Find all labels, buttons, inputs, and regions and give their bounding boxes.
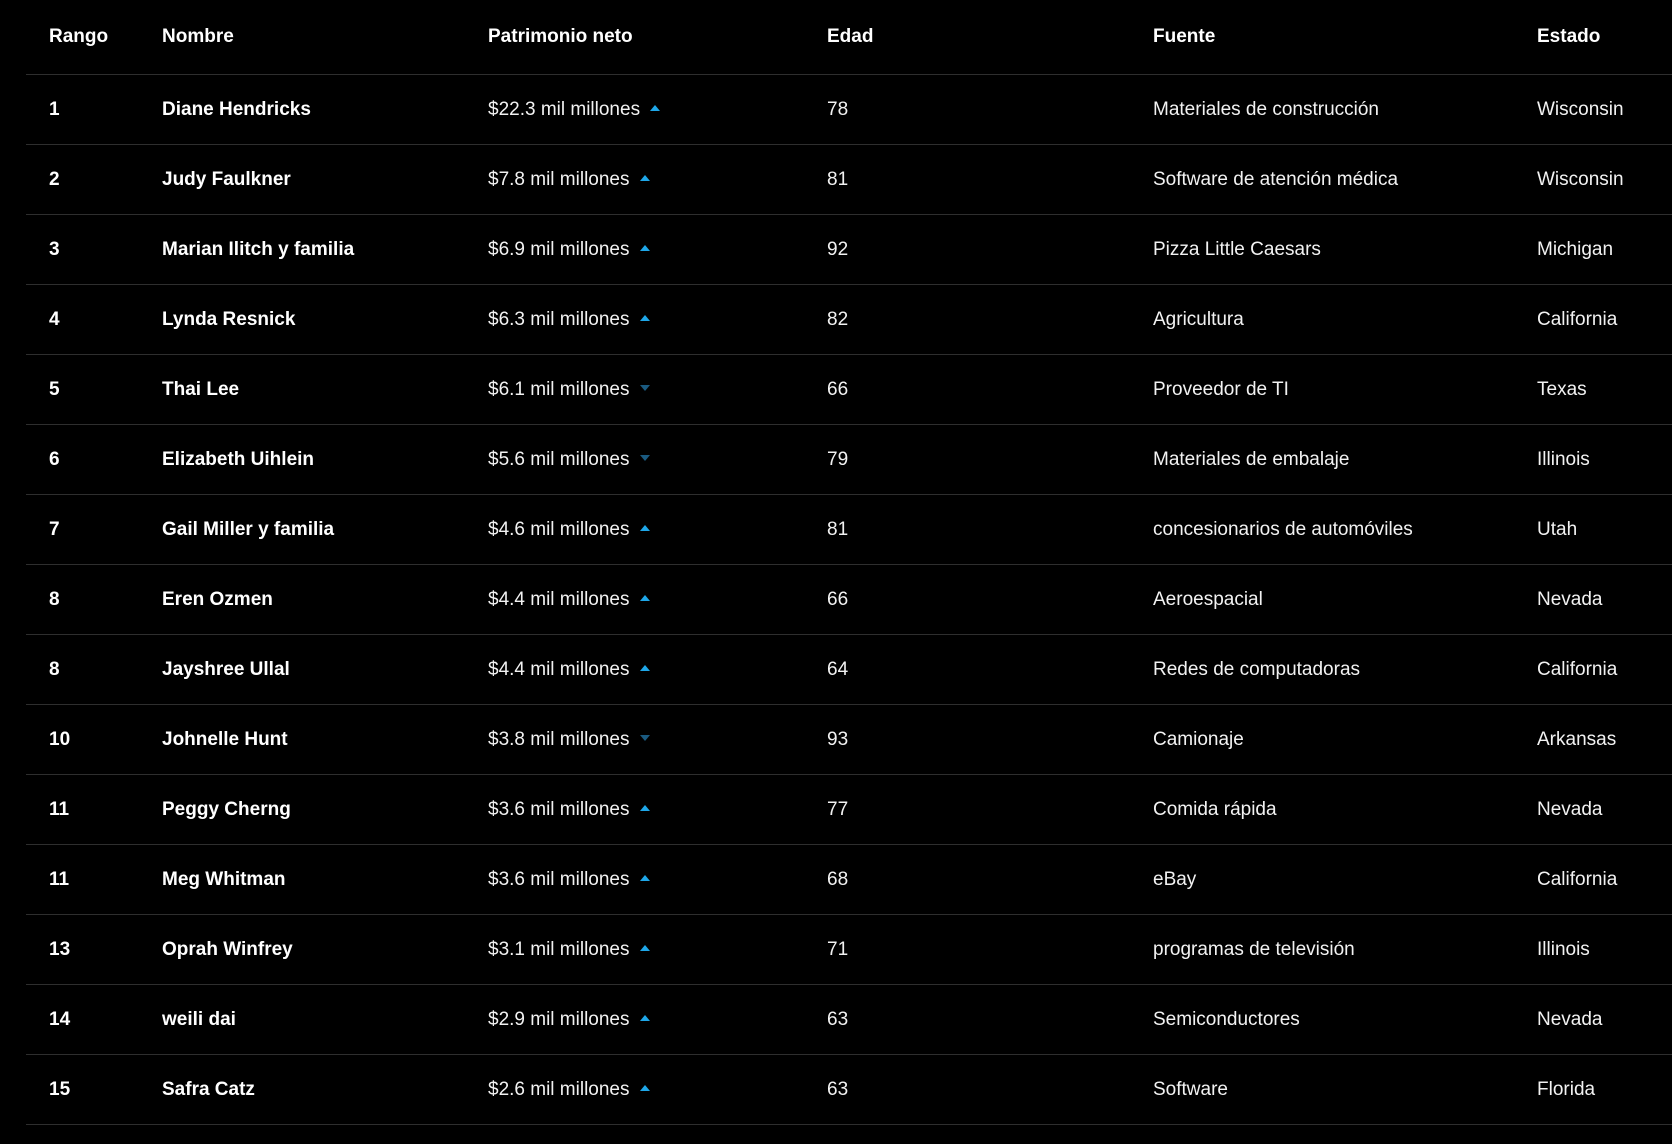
- age-value: 82: [827, 308, 849, 330]
- age-value: 63: [827, 1008, 849, 1030]
- source-value: Materiales de construcción: [1153, 98, 1379, 120]
- net-worth-value: $3.8 mil millones: [488, 728, 630, 750]
- trend-up-icon: [640, 665, 650, 671]
- trend-down-icon: [640, 735, 650, 741]
- source-value: Semiconductores: [1153, 1008, 1300, 1030]
- rank-value-cell: [49, 1055, 70, 1124]
- rank-value-cell: [49, 495, 60, 564]
- state-value-cell: [1537, 145, 1624, 214]
- person-name[interactable]: Diane Hendricks: [162, 98, 311, 120]
- source-value: Pizza Little Caesars: [1153, 238, 1321, 260]
- net-worth-value-cell: [488, 1055, 650, 1124]
- age-value-cell: [827, 565, 848, 634]
- header-source[interactable]: Fuente: [1153, 26, 1216, 47]
- rank-value: 13: [49, 938, 71, 960]
- person-name-cell: [162, 215, 354, 284]
- table-row[interactable]: [26, 215, 1672, 285]
- state-value: Illinois: [1537, 938, 1590, 960]
- source-value: Proveedor de TI: [1153, 378, 1289, 400]
- ranking-table: [26, 0, 1672, 1125]
- table-row[interactable]: [26, 775, 1672, 845]
- net-worth-value-cell: [488, 635, 650, 704]
- person-name[interactable]: Safra Catz: [162, 1078, 255, 1100]
- age-value-cell: [827, 985, 848, 1054]
- state-value: California: [1537, 658, 1618, 680]
- state-value: Illinois: [1537, 448, 1590, 470]
- table-row[interactable]: [26, 75, 1672, 145]
- trend-up-icon: [640, 595, 650, 601]
- person-name-cell: [162, 705, 288, 774]
- state-value-cell: [1537, 705, 1616, 774]
- rank-value: 15: [49, 1078, 71, 1100]
- rank-value-cell: [49, 75, 60, 144]
- source-value-cell: [1153, 705, 1244, 774]
- person-name[interactable]: Thai Lee: [162, 378, 240, 400]
- net-worth-value-cell: [488, 425, 650, 494]
- person-name[interactable]: Gail Miller y familia: [162, 518, 335, 540]
- net-worth-value-cell: [488, 565, 650, 634]
- rank-value-cell: [49, 915, 70, 984]
- net-worth-value: $3.6 mil millones: [488, 798, 630, 820]
- person-name-cell: [162, 145, 291, 214]
- source-value-cell: [1153, 775, 1277, 844]
- table-row[interactable]: [26, 915, 1672, 985]
- source-value: Software de atención médica: [1153, 168, 1399, 190]
- table-row[interactable]: [26, 705, 1672, 775]
- age-value: 68: [827, 868, 849, 890]
- person-name-cell: [162, 565, 273, 634]
- net-worth-value-cell: [488, 495, 650, 564]
- age-value: 81: [827, 168, 849, 190]
- source-value-cell: [1153, 425, 1349, 494]
- table-header: [26, 0, 1672, 75]
- age-value: 79: [827, 448, 849, 470]
- trend-up-icon: [640, 175, 650, 181]
- net-worth-value-cell: [488, 285, 650, 354]
- rank-value: 11: [49, 798, 70, 820]
- table-row[interactable]: [26, 845, 1672, 915]
- age-value: 71: [827, 938, 849, 960]
- age-value-cell: [827, 355, 848, 424]
- source-value: Comida rápida: [1153, 798, 1277, 820]
- person-name-cell: [162, 495, 334, 564]
- source-value: programas de televisión: [1153, 938, 1355, 960]
- age-value-cell: [827, 845, 848, 914]
- trend-up-icon: [640, 875, 650, 881]
- rank-value: 7: [49, 518, 60, 540]
- table-row[interactable]: [26, 495, 1672, 565]
- state-value: Wisconsin: [1537, 168, 1624, 190]
- source-value: Agricultura: [1153, 308, 1244, 330]
- net-worth-value: $6.1 mil millones: [488, 378, 630, 400]
- rank-value-cell: [49, 425, 60, 494]
- age-value: 78: [827, 98, 849, 120]
- header-net-worth[interactable]: Patrimonio neto: [488, 26, 633, 47]
- person-name-cell: [162, 775, 291, 844]
- rank-value-cell: [49, 775, 69, 844]
- source-value-cell: [1153, 565, 1263, 634]
- person-name[interactable]: Marian Ilitch y familia: [162, 238, 355, 260]
- age-value: 81: [827, 518, 849, 540]
- header-name[interactable]: Nombre: [162, 26, 234, 47]
- net-worth-value: $3.6 mil millones: [488, 868, 630, 890]
- trend-up-icon: [640, 525, 650, 531]
- person-name-cell: [162, 285, 295, 354]
- rank-value: 8: [49, 588, 60, 610]
- person-name[interactable]: Peggy Cherng: [162, 798, 291, 820]
- source-value-cell: [1153, 355, 1289, 424]
- net-worth-value-cell: [488, 915, 650, 984]
- source-value-cell: [1153, 845, 1196, 914]
- table-row[interactable]: [26, 145, 1672, 215]
- net-worth-value: $6.9 mil millones: [488, 238, 630, 260]
- person-name[interactable]: Oprah Winfrey: [162, 938, 293, 960]
- rank-value: 5: [49, 378, 60, 400]
- net-worth-value: $4.4 mil millones: [488, 658, 630, 680]
- person-name[interactable]: weili dai: [162, 1008, 236, 1030]
- net-worth-value: $5.6 mil millones: [488, 448, 630, 470]
- net-worth-value: $4.6 mil millones: [488, 518, 630, 540]
- trend-down-icon: [640, 455, 650, 461]
- table-row[interactable]: [26, 635, 1672, 705]
- person-name[interactable]: Lynda Resnick: [162, 308, 296, 330]
- source-value-cell: [1153, 145, 1398, 214]
- age-value-cell: [827, 425, 848, 494]
- header-state[interactable]: Estado: [1537, 26, 1601, 47]
- age-value-cell: [827, 635, 848, 704]
- person-name-cell: [162, 1055, 255, 1124]
- net-worth-value-cell: [488, 75, 660, 144]
- age-value-cell: [827, 1055, 848, 1124]
- trend-up-icon: [640, 315, 650, 321]
- header-age[interactable]: Edad: [827, 26, 874, 47]
- table-row[interactable]: [26, 285, 1672, 355]
- table-row[interactable]: [26, 565, 1672, 635]
- state-value: Arkansas: [1537, 728, 1617, 750]
- age-value: 66: [827, 378, 849, 400]
- source-value: eBay: [1153, 868, 1197, 890]
- state-value-cell: [1537, 985, 1603, 1054]
- rank-value: 1: [49, 98, 60, 120]
- source-value-cell: [1153, 75, 1379, 144]
- person-name-cell: [162, 985, 236, 1054]
- trend-up-icon: [640, 805, 650, 811]
- age-value-cell: [827, 705, 848, 774]
- age-value: 64: [827, 658, 849, 680]
- state-value-cell: [1537, 915, 1590, 984]
- person-name[interactable]: Eren Ozmen: [162, 588, 273, 610]
- net-worth-value: $3.1 mil millones: [488, 938, 630, 960]
- rank-value: 8: [49, 658, 60, 680]
- rank-value-cell: [49, 705, 70, 774]
- source-value: Camionaje: [1153, 728, 1244, 750]
- person-name-cell: [162, 915, 293, 984]
- rank-value-cell: [49, 635, 60, 704]
- trend-up-icon: [640, 945, 650, 951]
- state-value-cell: [1537, 635, 1617, 704]
- person-name[interactable]: Judy Faulkner: [162, 168, 291, 190]
- state-value: Texas: [1537, 378, 1587, 400]
- rank-value: 11: [49, 868, 70, 890]
- age-value-cell: [827, 215, 848, 284]
- age-value-cell: [827, 145, 848, 214]
- trend-up-icon: [640, 1015, 650, 1021]
- source-value-cell: [1153, 1055, 1228, 1124]
- state-value-cell: [1537, 495, 1577, 564]
- source-value: concesionarios de automóviles: [1153, 518, 1413, 540]
- person-name[interactable]: Johnelle Hunt: [162, 728, 288, 750]
- age-value-cell: [827, 495, 848, 564]
- state-value-cell: [1537, 775, 1603, 844]
- person-name-cell: [162, 845, 286, 914]
- state-value: Florida: [1537, 1078, 1596, 1100]
- state-value-cell: [1537, 565, 1603, 634]
- state-value: California: [1537, 868, 1618, 890]
- rank-value: 2: [49, 168, 60, 190]
- rank-value: 4: [49, 308, 60, 330]
- source-value: Software: [1153, 1078, 1228, 1100]
- state-value-cell: [1537, 215, 1613, 284]
- source-value-cell: [1153, 495, 1413, 564]
- person-name-cell: [162, 635, 290, 704]
- rank-value-cell: [49, 145, 60, 214]
- rank-value-cell: [49, 215, 60, 284]
- net-worth-value-cell: [488, 215, 650, 284]
- net-worth-value: $6.3 mil millones: [488, 308, 630, 330]
- person-name-cell: [162, 425, 314, 494]
- net-worth-value: $22.3 mil millones: [488, 98, 641, 120]
- state-value: Nevada: [1537, 1008, 1603, 1030]
- age-value-cell: [827, 285, 848, 354]
- age-value: 77: [827, 798, 849, 820]
- rank-value-cell: [49, 565, 60, 634]
- person-name[interactable]: Meg Whitman: [162, 868, 286, 890]
- table-row[interactable]: [26, 355, 1672, 425]
- age-value: 66: [827, 588, 849, 610]
- rank-value-cell: [49, 285, 60, 354]
- rank-value: 14: [49, 1008, 71, 1030]
- age-value: 93: [827, 728, 849, 750]
- net-worth-value-cell: [488, 985, 650, 1054]
- source-value: Redes de computadoras: [1153, 658, 1361, 680]
- trend-up-icon: [640, 1085, 650, 1091]
- person-name[interactable]: Elizabeth Uihlein: [162, 448, 315, 470]
- age-value-cell: [827, 915, 848, 984]
- net-worth-value: $2.9 mil millones: [488, 1008, 630, 1030]
- net-worth-value-cell: [488, 845, 650, 914]
- state-value: California: [1537, 308, 1618, 330]
- rank-value: 10: [49, 728, 71, 750]
- source-value: Materiales de embalaje: [1153, 448, 1350, 470]
- source-value-cell: [1153, 985, 1300, 1054]
- net-worth-value-cell: [488, 355, 650, 424]
- net-worth-value: $4.4 mil millones: [488, 588, 630, 610]
- person-name[interactable]: Jayshree Ullal: [162, 658, 290, 680]
- net-worth-value-cell: [488, 145, 650, 214]
- age-value: 63: [827, 1078, 849, 1100]
- source-value-cell: [1153, 285, 1244, 354]
- state-value: Nevada: [1537, 588, 1603, 610]
- rank-value-cell: [49, 985, 70, 1054]
- person-name-cell: [162, 75, 311, 144]
- rank-value-cell: [49, 355, 60, 424]
- net-worth-value: $2.6 mil millones: [488, 1078, 630, 1100]
- state-value-cell: [1537, 425, 1590, 494]
- source-value-cell: [1153, 635, 1360, 704]
- state-value: Wisconsin: [1537, 98, 1624, 120]
- table-row[interactable]: [26, 985, 1672, 1055]
- state-value-cell: [1537, 75, 1624, 144]
- age-value: 92: [827, 238, 849, 260]
- source-value-cell: [1153, 915, 1355, 984]
- rank-value: 6: [49, 448, 60, 470]
- net-worth-value: $7.8 mil millones: [488, 168, 630, 190]
- trend-up-icon: [640, 245, 650, 251]
- rank-value: 3: [49, 238, 60, 260]
- net-worth-value-cell: [488, 705, 650, 774]
- person-name-cell: [162, 355, 239, 424]
- source-value-cell: [1153, 215, 1321, 284]
- net-worth-value-cell: [488, 775, 650, 844]
- state-value-cell: [1537, 355, 1587, 424]
- state-value: Nevada: [1537, 798, 1603, 820]
- header-rank[interactable]: Rango: [49, 26, 109, 47]
- table-body: [26, 75, 1672, 1125]
- table-row[interactable]: [26, 425, 1672, 495]
- state-value-cell: [1537, 845, 1617, 914]
- state-value: Michigan: [1537, 238, 1614, 260]
- rank-value-cell: [49, 845, 69, 914]
- state-value: Utah: [1537, 518, 1578, 540]
- table-row[interactable]: [26, 1055, 1672, 1125]
- age-value-cell: [827, 775, 848, 844]
- state-value-cell: [1537, 1055, 1595, 1124]
- trend-up-icon: [650, 105, 660, 111]
- source-value: Aeroespacial: [1153, 588, 1263, 610]
- age-value-cell: [827, 75, 848, 144]
- state-value-cell: [1537, 285, 1617, 354]
- trend-down-icon: [640, 385, 650, 391]
